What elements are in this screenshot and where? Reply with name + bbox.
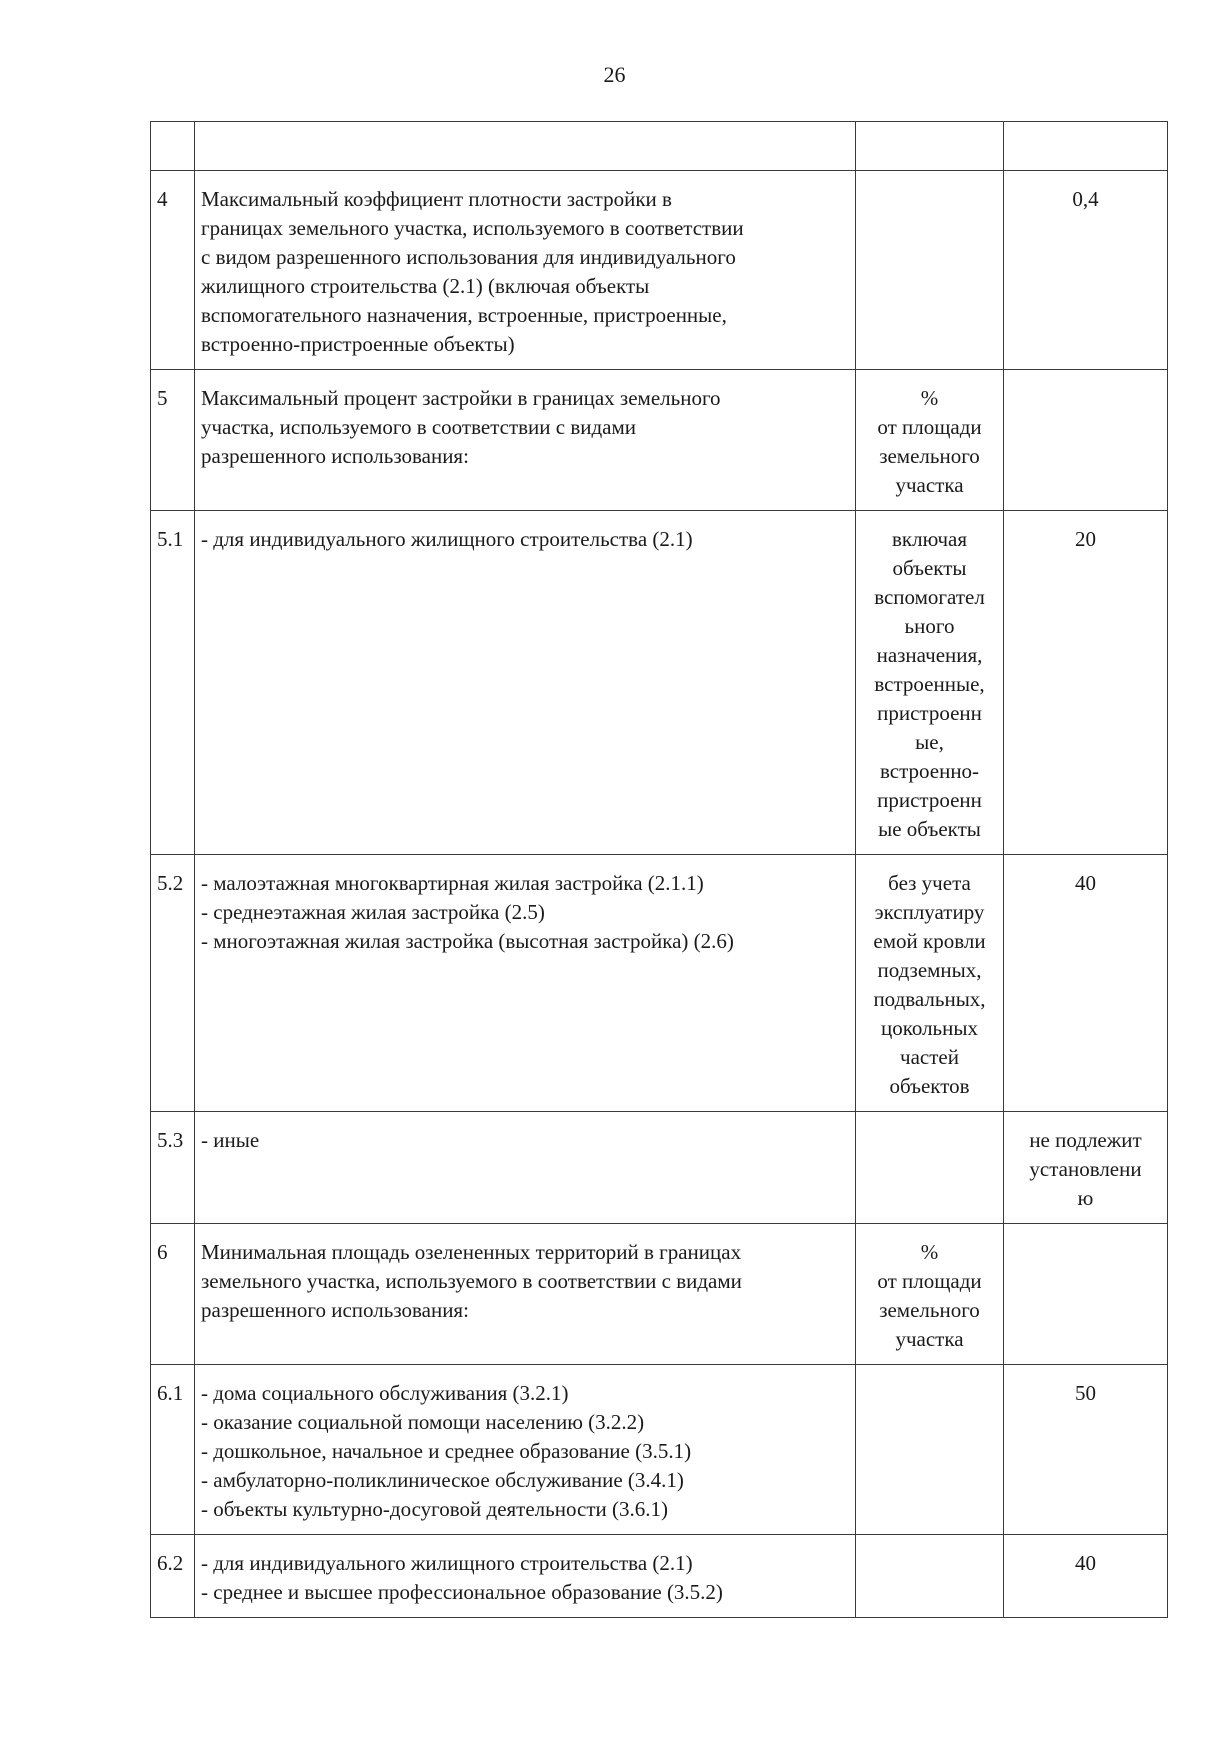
row-unit [856, 171, 1004, 370]
row-unit [856, 1535, 1004, 1618]
row-number: 6.1 [151, 1365, 195, 1535]
unit-line: участка [895, 1327, 964, 1351]
description-line: - дошкольное, начальное и среднее образование (3.5.1) [201, 1439, 692, 1463]
row-value [1004, 511, 1168, 855]
unit-line: назначения, [876, 643, 983, 667]
description-line: - оказание социальной помощи населению (3.2.2) [201, 1410, 645, 1434]
unit-line: ые, [915, 730, 944, 754]
row-unit [856, 511, 1004, 855]
unit-line: включая [891, 527, 968, 551]
unit-line: от площади [877, 415, 982, 439]
row-value [1004, 855, 1168, 1112]
row-value [1004, 370, 1168, 511]
row-number: 5.3 [151, 1112, 195, 1224]
unit-line: % [920, 1240, 939, 1264]
description-line: - объекты культурно-досуговой деятельности (3.6.1) [201, 1497, 668, 1521]
description-line: Минимальная площадь озелененных территорий в границах [201, 1240, 742, 1264]
unit-line: от площади [877, 1269, 982, 1293]
unit-line: подземных, [877, 958, 982, 982]
row-value [1004, 1535, 1168, 1618]
row-description [195, 855, 856, 1112]
row-number: 5 [151, 370, 195, 511]
description-line: - малоэтажная многоквартирная жилая застройка (2.1.1) [201, 871, 704, 895]
row-description [195, 171, 856, 370]
table-row [151, 855, 1168, 1112]
description-line: встроенно-пристроенные объекты) [201, 332, 515, 356]
unit-line: цокольных [880, 1016, 978, 1040]
value-line: не подлежит [1029, 1128, 1142, 1152]
description-line: - иные [201, 1128, 260, 1152]
description-line: Максимальный коэффициент плотности застройки в [201, 187, 672, 211]
empty-cell [151, 122, 195, 171]
value-line: ю [1077, 1186, 1094, 1210]
description-line: - амбулаторно-поликлиническое обслуживание (3.4.1) [201, 1468, 684, 1492]
row-unit [856, 1112, 1004, 1224]
empty-cell [1004, 122, 1168, 171]
description-line: - для индивидуального жилищного строительства (2.1) [201, 527, 693, 551]
table-row [151, 1365, 1168, 1535]
description-line: - многоэтажная жилая застройка (высотная застройка) (2.6) [201, 929, 734, 953]
row-number: 6.2 [151, 1535, 195, 1618]
value-line: установлени [1029, 1157, 1142, 1181]
row-description [195, 511, 856, 855]
unit-line: пристроенн [877, 701, 982, 725]
row-description [195, 370, 856, 511]
unit-line: частей [900, 1045, 959, 1069]
unit-line: % [920, 386, 939, 410]
row-value [1004, 1365, 1168, 1535]
value-line: 40 [1075, 1551, 1096, 1575]
description-line: с видом разрешенного использования для индивидуального [201, 245, 736, 269]
description-line: разрешенного использования: [201, 444, 469, 468]
table-row [151, 1535, 1168, 1618]
unit-line: без учета [888, 871, 971, 895]
description-line: границах земельного участка, используемого в соответствии [201, 216, 744, 240]
description-line: - дома социального обслуживания (3.2.1) [201, 1381, 569, 1405]
description-line: вспомогательного назначения, встроенные, пристроенные, [201, 303, 727, 327]
description-line: - среднеэтажная жилая застройка (2.5) [201, 900, 545, 924]
description-line: участка, используемого в соответствии с видами [201, 415, 637, 439]
description-line: - для индивидуального жилищного строительства (2.1) [201, 1551, 693, 1575]
row-value [1004, 1112, 1168, 1224]
row-value [1004, 171, 1168, 370]
empty-cell [856, 122, 1004, 171]
page-number: 26 [603, 62, 626, 87]
row-unit [856, 1224, 1004, 1365]
row-value [1004, 1224, 1168, 1365]
description-line: Максимальный процент застройки в границах земельного [201, 386, 721, 410]
unit-line: участка [895, 473, 964, 497]
row-description [195, 1535, 856, 1618]
table-header-row-empty [151, 122, 1168, 171]
value-line: 20 [1075, 527, 1096, 551]
row-number: 5.1 [151, 511, 195, 855]
row-unit [856, 370, 1004, 511]
description-line: жилищного строительства (2.1) (включая объекты [201, 274, 650, 298]
value-line: 40 [1075, 871, 1096, 895]
unit-line: встроенно- [879, 759, 980, 783]
row-description [195, 1112, 856, 1224]
description-line: разрешенного использования: [201, 1298, 469, 1322]
unit-line: пристроенн [877, 788, 982, 812]
empty-cell [195, 122, 856, 171]
description-line: - среднее и высшее профессиональное образование (3.5.2) [201, 1580, 723, 1604]
row-unit [856, 855, 1004, 1112]
unit-line: подвальных, [873, 987, 986, 1011]
description-line: земельного участка, используемого в соответствии с видами [201, 1269, 742, 1293]
unit-line: емой кровли [873, 929, 986, 953]
unit-line: ьного [904, 614, 955, 638]
row-number: 4 [151, 171, 195, 370]
unit-line: объекты [892, 556, 967, 580]
table-row [151, 171, 1168, 370]
value-line: 0,4 [1072, 187, 1099, 211]
row-number: 5.2 [151, 855, 195, 1112]
unit-line: земельного [879, 444, 980, 468]
unit-line: земельного [879, 1298, 980, 1322]
unit-line: эксплуатиру [874, 900, 985, 924]
row-description [195, 1365, 856, 1535]
unit-line: ые объекты [878, 817, 981, 841]
row-unit [856, 1365, 1004, 1535]
unit-line: встроенные, [874, 672, 985, 696]
unit-line: вспомогател [874, 585, 985, 609]
unit-line: объектов [889, 1074, 970, 1098]
table-row [151, 1112, 1168, 1224]
regulations-table [150, 121, 1168, 1618]
value-line: 50 [1075, 1381, 1096, 1405]
row-number: 6 [151, 1224, 195, 1365]
table-row [151, 370, 1168, 511]
table-row [151, 1224, 1168, 1365]
table-row [151, 511, 1168, 855]
row-description [195, 1224, 856, 1365]
